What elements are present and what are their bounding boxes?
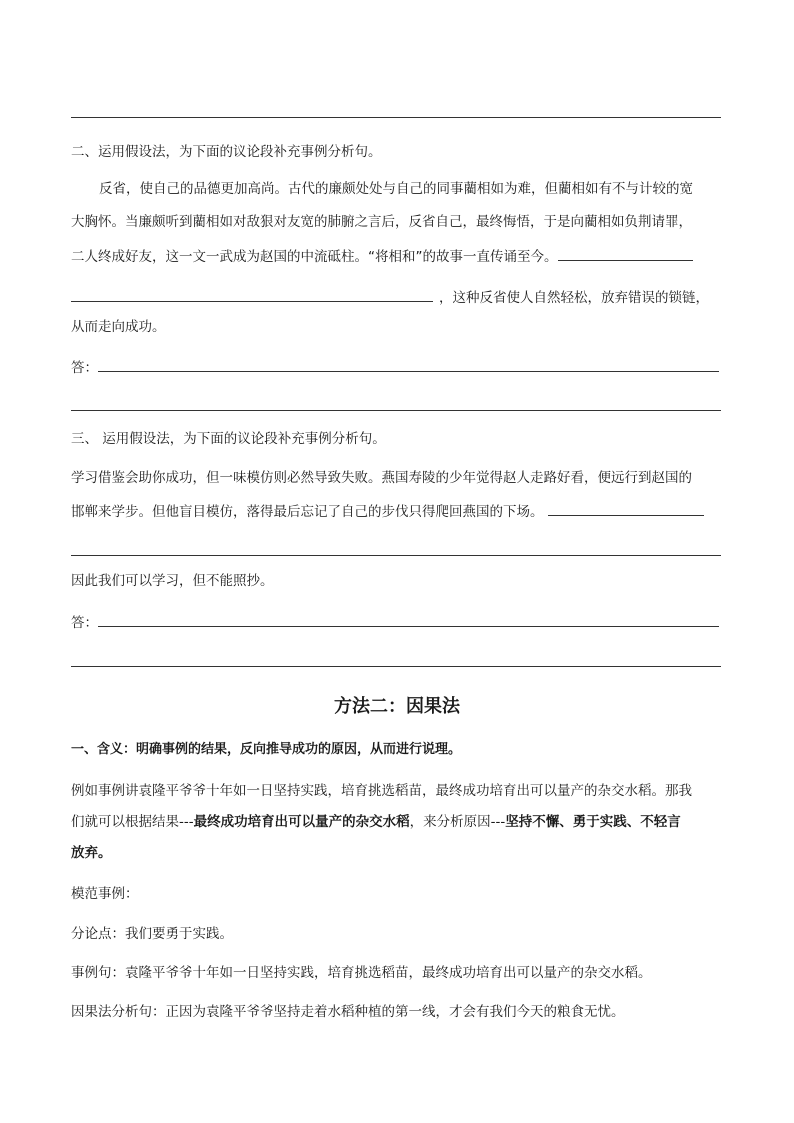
method2-example-line2 xyxy=(71,813,681,831)
section3-para-line2-row xyxy=(71,501,704,521)
method2-example-line3: 放弃。 xyxy=(71,845,112,861)
section3-answer-line2[interactable] xyxy=(71,666,721,667)
section2-answer-label: 答： xyxy=(71,360,98,376)
fill-blank-2[interactable] xyxy=(71,287,433,302)
fill-blank-3[interactable] xyxy=(548,501,704,516)
section3-title: 三、 运用假设法，为下面的议论段补充事例分析句。 xyxy=(71,431,386,447)
fill-blank-1[interactable] xyxy=(558,246,693,261)
section2-para-line2: 大胸怀。当廉颇听到藺相如对敌狠对友宽的肺腑之言后，反省自己，最终悔悟，于是向藺相如负荆请罪， xyxy=(71,214,692,230)
example-line2-part-c: ，来分析原因--- xyxy=(409,814,506,830)
section3-answer-blank[interactable] xyxy=(98,612,719,627)
section3-blank-line[interactable] xyxy=(71,555,721,556)
example-result-text: 最终成功培育出可以量产的杂交水稻 xyxy=(193,814,410,830)
section2-para-line5: 从而走向成功。 xyxy=(71,319,166,335)
example-sentence: 事例句：袁隆平爷爷十年如一日坚持实践，培育挑选稻苗，最终成功培育出可以量产的杂交水稻。 xyxy=(71,965,652,981)
analysis-sentence: 因果法分析句：正因为袁隆平爷爷坚持走着水稻种植的第一线，才会有我们今天的粮食无忧。 xyxy=(71,1004,625,1020)
section2-para-line4-row xyxy=(71,287,709,307)
example-cause-text: 坚持不懈、勇于实践、不轻言 xyxy=(505,814,681,830)
answer-line-top xyxy=(71,117,721,118)
section2-para-line3-row xyxy=(71,246,693,266)
method2-heading: 方法二：因果法 xyxy=(334,696,460,717)
section2-para-line4: ，这种反省使人自然轻松，放弃错误的锁链， xyxy=(439,290,709,306)
section2-para-line3: 二人终成好友，这一文一武成为赵国的中流砥柱。“将相和”的故事一直传诵至今。 xyxy=(71,249,558,265)
model-example-label: 模范事例： xyxy=(71,886,139,902)
method2-example-line1: 例如事例讲袁隆平爷爷十年如一日坚持实践，培育挑选稻苗，最终成功培育出可以量产的杂交水稻。那我 xyxy=(71,783,692,799)
section2-answer-line2[interactable] xyxy=(71,410,721,411)
section3-para-line3: 因此我们可以学习，但不能照抄。 xyxy=(71,573,274,589)
section3-answer-row xyxy=(71,612,719,632)
section3-answer-label: 答： xyxy=(71,615,98,631)
section3-para-line2: 邯郸来学步。但他盲目模仿，落得最后忘记了自己的步伐只得爬回燕国的下场。 xyxy=(71,504,544,520)
sub-argument: 分论点：我们要勇于实践。 xyxy=(71,926,233,942)
section2-para-line1: 反省，使自己的品德更加高尚。古代的廉颇处处与自己的同事藺相如为难，但藺相如有不与计较的宽 xyxy=(99,181,693,197)
example-line2-part-a: 们就可以根据结果--- xyxy=(71,814,194,830)
section3-para-line1: 学习借鉴会助你成功，但一味模仿则必然导致失败。燕国寿陵的少年觉得赵人走路好看，便远行到赵国的 xyxy=(71,470,692,486)
section2-answer-row xyxy=(71,357,719,377)
method2-definition: 一、含义：明确事例的结果，反向推导成功的原因，从而进行说理。 xyxy=(71,742,462,757)
section2-title: 二、运用假设法，为下面的议论段补充事例分析句。 xyxy=(71,144,382,160)
section2-answer-blank[interactable] xyxy=(98,357,719,372)
